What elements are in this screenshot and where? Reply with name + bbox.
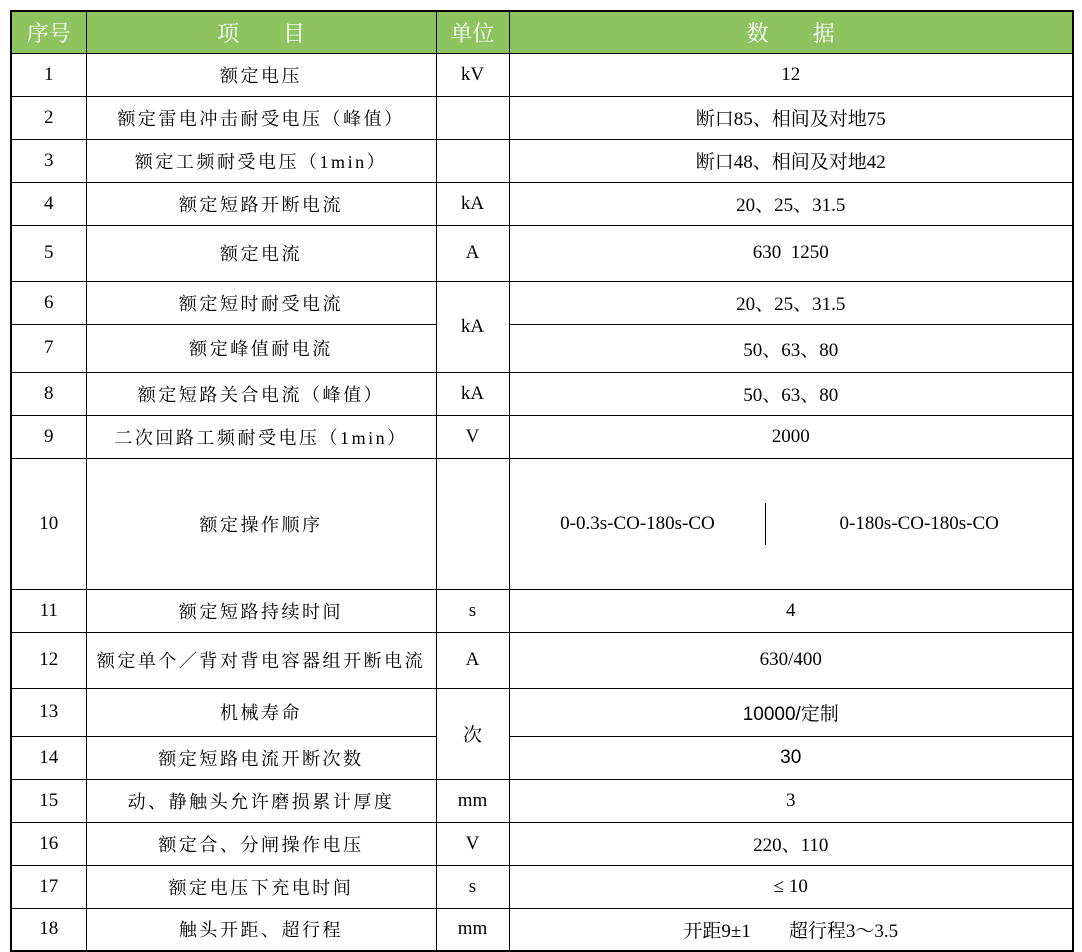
unit-cell: kA — [436, 182, 509, 225]
data-cell: 220、110 — [509, 822, 1073, 865]
unit-cell: kV — [436, 53, 509, 96]
item-cell: 额定短路关合电流（峰值） — [86, 372, 436, 415]
header-row — [11, 11, 1073, 53]
unit-cell: A — [436, 632, 509, 688]
item-cell: 动、静触头允许磨损累计厚度 — [86, 779, 436, 822]
item-cell: 额定短时耐受电流 — [86, 281, 436, 324]
table-row — [11, 458, 1073, 589]
item-cell: 额定峰值耐电流 — [86, 324, 436, 372]
table-row — [11, 736, 1073, 779]
table-row — [11, 779, 1073, 822]
operating-sequence-option-1: 0-0.3s-CO-180s-CO — [560, 512, 715, 534]
unit-cell-merged: 次 — [436, 688, 509, 779]
seq-cell: 12 — [11, 632, 86, 688]
unit-cell: V — [436, 415, 509, 458]
table-row — [11, 589, 1073, 632]
data-cell: 2000 — [509, 415, 1073, 458]
col-header-seq: 序号 — [11, 11, 86, 53]
unit-cell — [436, 96, 509, 139]
unit-cell — [436, 139, 509, 182]
col-header-data: 数 据 — [509, 11, 1073, 53]
data-cell: 30 — [509, 736, 1073, 779]
item-cell: 触头开距、超行程 — [86, 908, 436, 951]
table-row — [11, 281, 1073, 324]
seq-cell: 11 — [11, 589, 86, 632]
seq-cell: 18 — [11, 908, 86, 951]
seq-cell: 9 — [11, 415, 86, 458]
item-cell: 额定短路电流开断次数 — [86, 736, 436, 779]
data-cell: 3 — [509, 779, 1073, 822]
data-cell: 10000/定制 — [509, 688, 1073, 736]
seq-cell: 16 — [11, 822, 86, 865]
seq-cell: 5 — [11, 225, 86, 281]
item-cell: 额定工频耐受电压（1min） — [86, 139, 436, 182]
seq-cell: 10 — [11, 458, 86, 589]
seq-cell: 2 — [11, 96, 86, 139]
item-cell: 机械寿命 — [86, 688, 436, 736]
col-header-item: 项 目 — [86, 11, 436, 53]
data-cell: 20、25、31.5 — [509, 281, 1073, 324]
data-cell-split — [509, 458, 1073, 589]
data-cell: 断口85、相间及对地75 — [509, 96, 1073, 139]
table-row — [11, 139, 1073, 182]
item-cell: 二次回路工频耐受电压（1min） — [86, 415, 436, 458]
operating-sequence-split — [510, 503, 1073, 545]
item-cell: 额定电压下充电时间 — [86, 865, 436, 908]
table-row — [11, 415, 1073, 458]
unit-cell — [436, 458, 509, 589]
unit-cell: kA — [436, 372, 509, 415]
table-row — [11, 865, 1073, 908]
data-cell: 630/400 — [509, 632, 1073, 688]
unit-cell-merged: kA — [436, 281, 509, 372]
seq-cell: 13 — [11, 688, 86, 736]
data-cell: 630 1250 — [509, 225, 1073, 281]
operating-sequence-option-2: 0-180s-CO-180s-CO — [765, 503, 1072, 545]
seq-cell: 4 — [11, 182, 86, 225]
unit-cell: mm — [436, 779, 509, 822]
data-cell: 20、25、31.5 — [509, 182, 1073, 225]
seq-cell: 1 — [11, 53, 86, 96]
item-cell: 额定操作顺序 — [86, 458, 436, 589]
data-cell: 12 — [509, 53, 1073, 96]
unit-cell: A — [436, 225, 509, 281]
seq-cell: 15 — [11, 779, 86, 822]
item-cell: 额定短路开断电流 — [86, 182, 436, 225]
item-cell: 额定短路持续时间 — [86, 589, 436, 632]
unit-cell: s — [436, 865, 509, 908]
table-row — [11, 182, 1073, 225]
item-cell: 额定雷电冲击耐受电压（峰值） — [86, 96, 436, 139]
item-cell: 额定电压 — [86, 53, 436, 96]
spec-table — [10, 10, 1074, 952]
col-header-unit: 单位 — [436, 11, 509, 53]
item-cell: 额定单个／背对背电容器组开断电流 — [86, 632, 436, 688]
seq-cell: 7 — [11, 324, 86, 372]
unit-cell: s — [436, 589, 509, 632]
table-row — [11, 908, 1073, 951]
data-cell: 4 — [509, 589, 1073, 632]
table-row — [11, 632, 1073, 688]
table-row — [11, 225, 1073, 281]
item-cell: 额定合、分闸操作电压 — [86, 822, 436, 865]
table-row — [11, 372, 1073, 415]
unit-cell: mm — [436, 908, 509, 951]
unit-cell: V — [436, 822, 509, 865]
seq-cell: 8 — [11, 372, 86, 415]
seq-cell: 17 — [11, 865, 86, 908]
seq-cell: 14 — [11, 736, 86, 779]
data-cell: 开距9±1 超行程3～3.5 — [509, 908, 1073, 951]
table-row — [11, 96, 1073, 139]
table-row — [11, 324, 1073, 372]
data-cell: 50、63、80 — [509, 324, 1073, 372]
data-cell: ≤ 10 — [509, 865, 1073, 908]
table-row — [11, 822, 1073, 865]
seq-cell: 3 — [11, 139, 86, 182]
data-cell: 断口48、相间及对地42 — [509, 139, 1073, 182]
seq-cell: 6 — [11, 281, 86, 324]
table-row — [11, 688, 1073, 736]
data-cell: 50、63、80 — [509, 372, 1073, 415]
table-row — [11, 53, 1073, 96]
item-cell: 额定电流 — [86, 225, 436, 281]
